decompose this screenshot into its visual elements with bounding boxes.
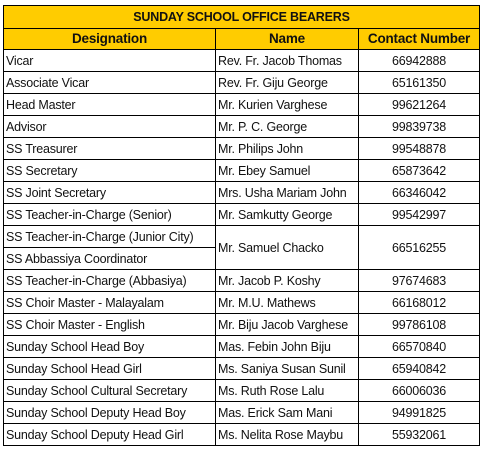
- contact-cell: 97674683: [359, 270, 480, 292]
- contact-cell: 66942888: [359, 50, 480, 72]
- contact-cell: 65873642: [359, 160, 480, 182]
- name-cell: Ms. Nelita Rose Maybu: [216, 424, 359, 446]
- name-cell: Mas. Febin John Biju: [216, 336, 359, 358]
- office-bearers-table: [3, 5, 480, 446]
- table-row: [4, 160, 480, 182]
- table-row: [4, 380, 480, 402]
- name-cell: Ms. Ruth Rose Lalu: [216, 380, 359, 402]
- contact-cell: 99786108: [359, 314, 480, 336]
- contact-cell: 66570840: [359, 336, 480, 358]
- contact-cell: 66168012: [359, 292, 480, 314]
- name-cell: Mr. Philips John: [216, 138, 359, 160]
- table-row: [4, 402, 480, 424]
- contact-cell: 94991825: [359, 402, 480, 424]
- name-cell: Mr. Samkutty George: [216, 204, 359, 226]
- designation-cell: SS Joint Secretary: [4, 182, 216, 204]
- designation-cell: SS Treasurer: [4, 138, 216, 160]
- designation-cell: Sunday School Cultural Secretary: [4, 380, 216, 402]
- table-row: [4, 292, 480, 314]
- name-cell: Mrs. Usha Mariam John: [216, 182, 359, 204]
- designation-cell: Sunday School Head Boy: [4, 336, 216, 358]
- designation-cell: SS Secretary: [4, 160, 216, 182]
- table-title: SUNDAY SCHOOL OFFICE BEARERS: [4, 6, 480, 29]
- table-row: [4, 358, 480, 380]
- table-row: [4, 336, 480, 358]
- contact-cell: 99548878: [359, 138, 480, 160]
- name-cell: Mr. Samuel Chacko: [216, 226, 359, 270]
- designation-cell: Vicar: [4, 50, 216, 72]
- header-designation: Designation: [4, 29, 216, 50]
- name-cell: Mr. Biju Jacob Varghese: [216, 314, 359, 336]
- name-cell: Mr. Jacob P. Koshy: [216, 270, 359, 292]
- title-row: [4, 6, 480, 29]
- table-row: [4, 116, 480, 138]
- contact-cell: 55932061: [359, 424, 480, 446]
- table-row: [4, 138, 480, 160]
- contact-cell: 65161350: [359, 72, 480, 94]
- office-bearers-container: [3, 5, 479, 446]
- header-row: [4, 29, 480, 50]
- designation-cell: Head Master: [4, 94, 216, 116]
- designation-cell: Associate Vicar: [4, 72, 216, 94]
- name-cell: Ms. Saniya Susan Sunil: [216, 358, 359, 380]
- table-row: [4, 50, 480, 72]
- contact-cell: 65940842: [359, 358, 480, 380]
- name-cell: Mr. Kurien Varghese: [216, 94, 359, 116]
- table-row: [4, 204, 480, 226]
- designation-cell: SS Choir Master - Malayalam: [4, 292, 216, 314]
- designation-cell: SS Teacher-in-Charge (Junior City): [4, 226, 216, 248]
- designation-cell: Advisor: [4, 116, 216, 138]
- name-cell: Rev. Fr. Jacob Thomas: [216, 50, 359, 72]
- table-row: [4, 424, 480, 446]
- table-row: [4, 72, 480, 94]
- contact-cell: 66516255: [359, 226, 480, 270]
- name-cell: Mr. M.U. Mathews: [216, 292, 359, 314]
- table-row: [4, 314, 480, 336]
- name-cell: Mr. P. C. George: [216, 116, 359, 138]
- designation-cell: Sunday School Head Girl: [4, 358, 216, 380]
- contact-cell: 99542997: [359, 204, 480, 226]
- table-row: [4, 226, 480, 248]
- contact-cell: 66346042: [359, 182, 480, 204]
- designation-cell: SS Teacher-in-Charge (Abbasiya): [4, 270, 216, 292]
- contact-cell: 99621264: [359, 94, 480, 116]
- designation-cell: Sunday School Deputy Head Boy: [4, 402, 216, 424]
- contact-cell: 99839738: [359, 116, 480, 138]
- header-contact-number: Contact Number: [359, 29, 480, 50]
- table-row: [4, 182, 480, 204]
- name-cell: Mas. Erick Sam Mani: [216, 402, 359, 424]
- name-cell: Rev. Fr. Giju George: [216, 72, 359, 94]
- designation-cell: SS Abbassiya Coordinator: [4, 248, 216, 270]
- name-cell: Mr. Ebey Samuel: [216, 160, 359, 182]
- designation-cell: Sunday School Deputy Head Girl: [4, 424, 216, 446]
- designation-cell: SS Teacher-in-Charge (Senior): [4, 204, 216, 226]
- table-row: [4, 94, 480, 116]
- contact-cell: 66006036: [359, 380, 480, 402]
- table-row: [4, 270, 480, 292]
- designation-cell: SS Choir Master - English: [4, 314, 216, 336]
- header-name: Name: [216, 29, 359, 50]
